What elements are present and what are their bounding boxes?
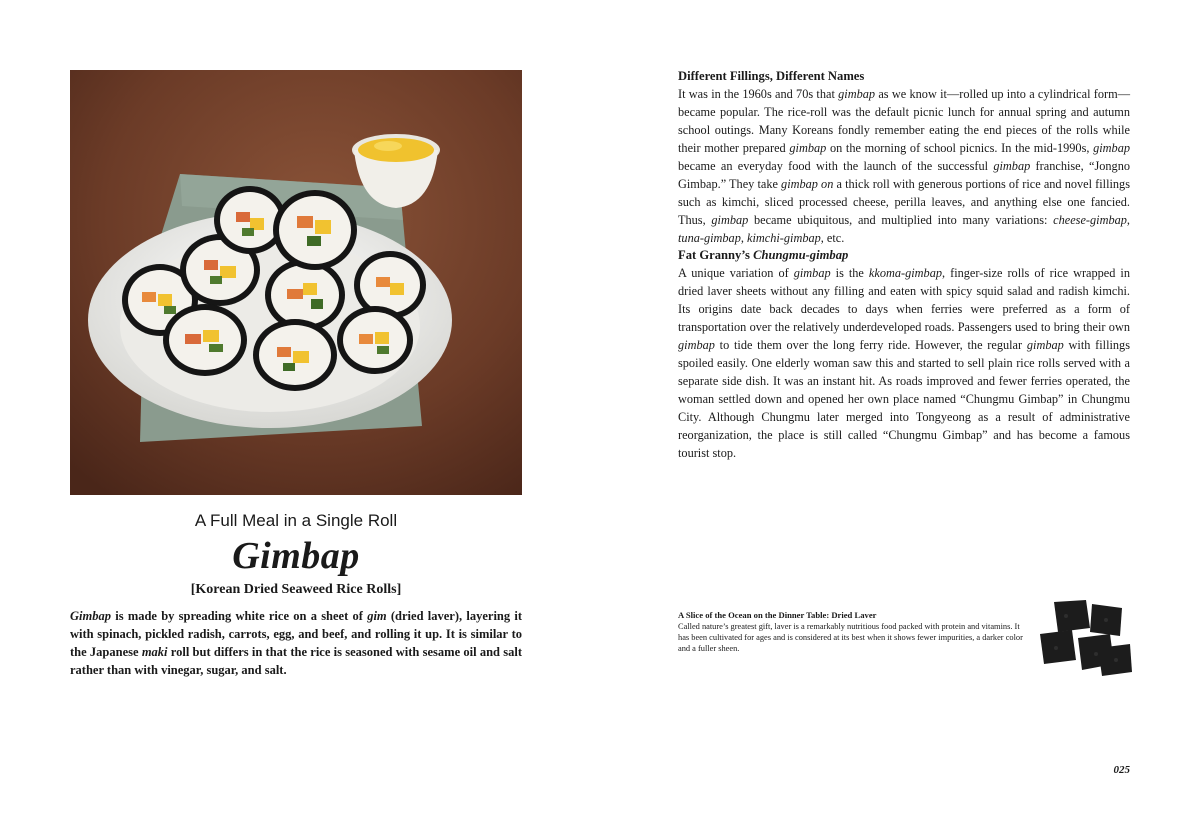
sidebar-dried-laver [678,610,1026,654]
text-run-italic: gimbap [838,87,876,101]
intro-paragraph [70,607,522,679]
section-different-fillings [678,67,1130,247]
text-run: franchise, “Jongno Gimbap.” They take [678,159,1130,191]
text-run: became ubiquitous, and multiplied into many variations: [748,213,1054,227]
text-run-italic: gimbap [993,159,1031,173]
page-number: 025 [1113,764,1130,776]
text-run: , etc. [820,231,845,245]
intro-t4: (dried laver), layering it with spinach, pickled radish, carrots, egg, and beef, and rolling it up. It is similar to the Japanese [70,609,522,659]
text-run: to tide them over the long ferry ride. However, the regular [714,338,1027,352]
text-run: is the [830,266,869,280]
text-run-italic: kimchi-gimbap [747,231,821,245]
intro-t6: roll but differs in that the rice is seasoned with sesame oil and salt rather than with vinegar, sugar, and salt. [70,645,523,677]
text-run-italic: gimbap [678,338,715,352]
section-heading [678,246,1130,264]
text-run-italic: gimbap on [781,177,834,191]
intro-t1: Gimbap [70,609,111,623]
section-paragraph [678,85,1130,247]
section-fat-granny [678,246,1130,462]
kicker: A Full Meal in a Single Roll [194,511,398,530]
text-run-italic: gimbap [793,266,831,280]
intro-t3: gim [367,609,387,623]
sidebar-text: Called nature’s greatest gift, laver is a remarkably nutritious food packed with protein and vitamins. It has been cultivated for ages and is considered at its best when it shows fewer impurities, a darker color and a fuller sheen. [678,622,1023,653]
heading-run: Fat Granny’s [678,248,754,262]
title-block [70,510,522,600]
intro-t5: maki [141,645,168,659]
gimbap-photo [70,70,522,495]
text-run-italic: gimbap [789,141,827,155]
text-run: , [1126,213,1130,227]
sidebar-title: A Slice of the Ocean on the Dinner Table: Dried Laver [678,610,877,620]
text-run: , [740,231,748,245]
text-run: on the morning of school picnics. In the mid-1990s, [826,141,1094,155]
intro-t2: is made by spreading white rice on a sheet of [110,609,368,623]
subtitle: [Korean Dried Seaweed Rice Rolls] [190,582,402,597]
text-run: with fillings spoiled easily. One elderly woman saw this and started to sell plain rice rolls served with a separate side dish. It was an instant hit. As roads improved and fewer ferries operated, the woman settled down and opened her own place named “Chungmu Gimbap” in Chungmu City. Although Chungmu later merged into Tongyeong as a result of administrative reorganization, the place is still called “Chungmu Gimbap” and has become a famous tourist stop. [678,338,1130,460]
heading-run-italic: Chungmu-gimbap [753,248,849,262]
text-run: became an everyday food with the launch of the successful [678,159,994,173]
text-run-italic: kkoma-gimbap [868,266,943,280]
text-run: as we know it—rolled up into a cylindrical form— became popular. The rice-roll was the default picnic lunch for annual spring and autumn school outings. Many Koreans fondly remember eating the end pieces of the rolls while their mother prepared [678,87,1130,155]
text-run: It was in the 1960s and 70s that [678,87,839,101]
text-run-italic: gimbap [711,213,749,227]
text-run: A unique variation of [678,266,794,280]
text-run-italic: gimbap [1093,141,1130,155]
dried-laver-photo [1036,598,1134,678]
section-paragraph [678,264,1130,462]
section-heading: Different Fillings, Different Names [678,69,865,83]
page-title: Gimbap [232,535,360,577]
text-run: a thick roll with generous portions of rice and novel fillings such as kimchi, sliced processed cheese, perilla leaves, and anything else one fancied. Thus, [678,177,1130,227]
text-run: , finger-size rolls of rice wrapped in dried laver sheets without any filling and eaten with spicy squid salad and radish kimchi. Its origins date back decades to days when ferries were preferred as a form of transportation over the relatively underdeveloped roads. Passengers used to bring their own [678,266,1130,334]
text-run-italic: cheese-gimbap [1053,213,1127,227]
text-run-italic: tuna-gimbap [678,231,741,245]
text-run-italic: gimbap [1026,338,1064,352]
